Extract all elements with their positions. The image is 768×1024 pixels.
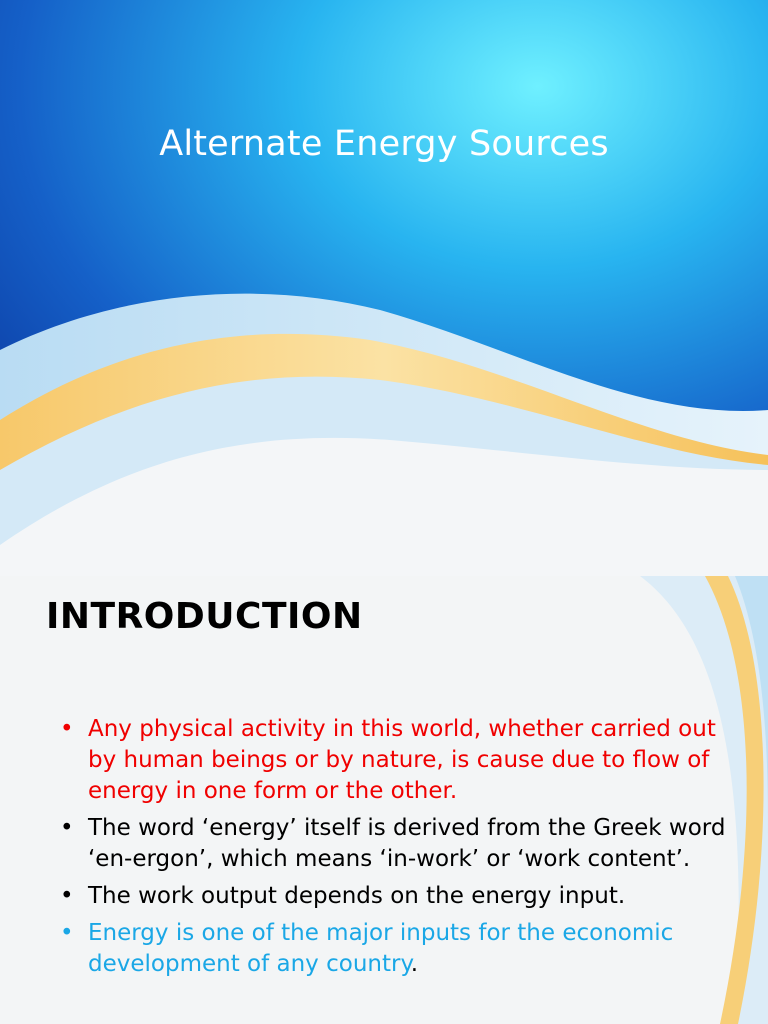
bullet-text: The work output depends on the energy input. — [88, 883, 626, 909]
bullet-marker: • — [60, 920, 74, 946]
bullet-marker: • — [60, 883, 74, 909]
list-item — [60, 918, 740, 980]
list-item — [60, 714, 740, 807]
bullet-text-period: . — [410, 951, 419, 977]
bullet-text: Any physical activity in this world, whether carried out by human beings or by nature, is cause due to flow of energy in one form or the other. — [88, 716, 716, 804]
bullet-text: The word ‘energy’ itself is derived from the Greek word ‘en-ergon’, which means ‘in-work’ or ‘work content’. — [88, 815, 726, 872]
intro-heading: INTRODUCTION — [46, 596, 363, 637]
list-item — [60, 881, 740, 912]
intro-bullet-list — [60, 714, 740, 986]
bullet-marker: • — [60, 815, 74, 841]
slide-title: Alternate Energy Sources — [159, 124, 609, 164]
introduction-slide — [0, 576, 768, 1024]
list-item — [60, 813, 740, 875]
bullet-text: Energy is one of the major inputs for the economic development of any country — [88, 920, 674, 977]
bullet-marker: • — [60, 716, 74, 742]
